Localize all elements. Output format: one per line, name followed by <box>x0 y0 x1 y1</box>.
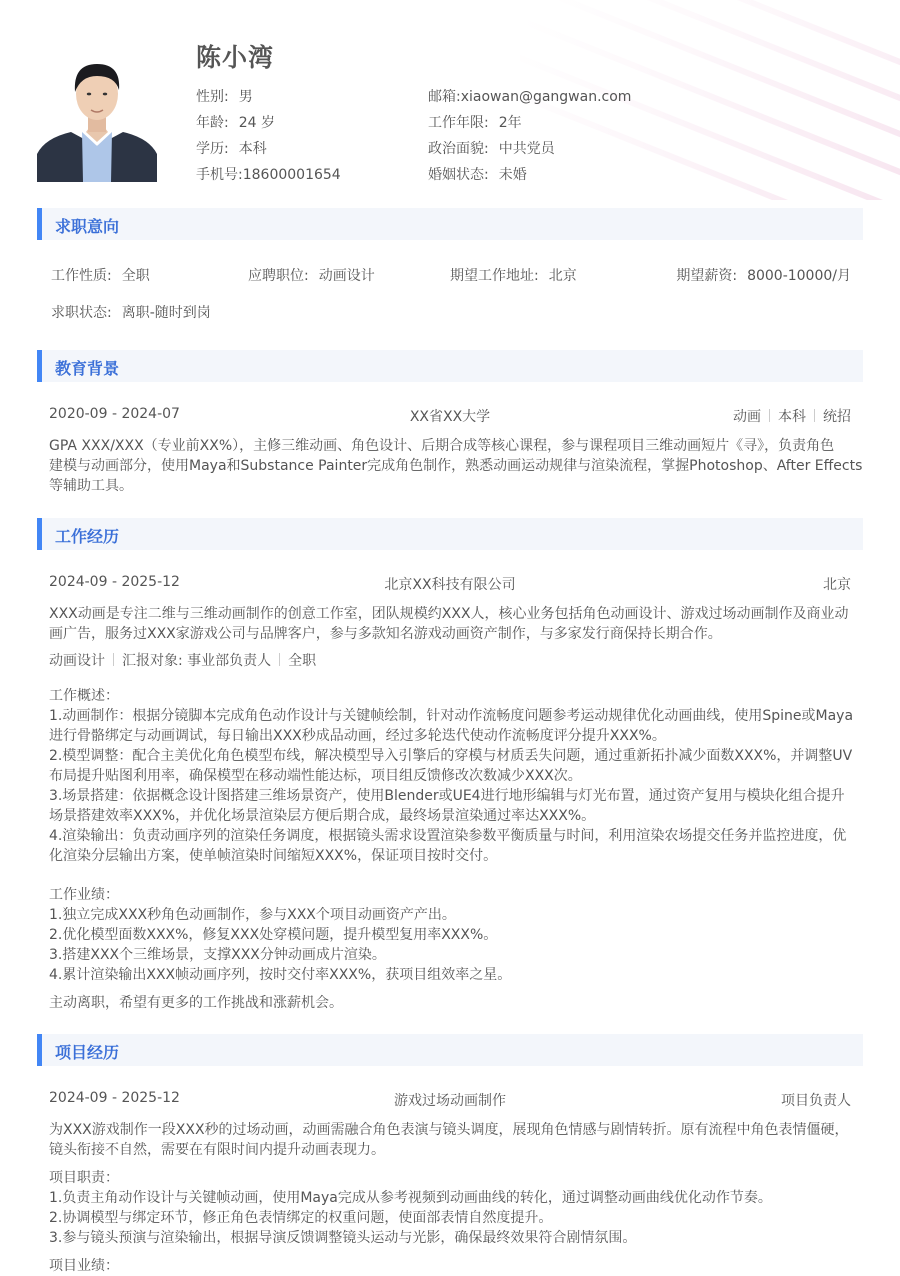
work-header-row <box>49 574 851 594</box>
project-intro: 为XXX游戏制作一段XXX秒的过场动画，动画需融合角色表演与镜头调度，展现角色情感与剧情转折。原有流程中角色表情僵硬， 镜头衔接不自然，需要在有限时间内提升动画表现力。 <box>49 1122 849 1158</box>
work-achievements: 工作业绩： 1.独立完成XXX秒角色动画制作，参与XXX个项目动画资产产出。 2.优化模型面数XXX%，修复XXX处穿模问题，提升模型复用率XXX%。 3.搭建XXX个三维场景，支撑XXX分钟动画成片渲染。 4.累计渲染输出XXX帧动画序列，按时交付率XXX%，获项目组效率之星。 <box>49 887 512 983</box>
info-education: 学历: 本科 <box>196 141 267 157</box>
section-title: 教育背景 <box>55 359 120 378</box>
education-tags: 动画 本科 统招 <box>733 409 851 425</box>
intent-job-type: 工作性质: 全职 <box>51 268 150 284</box>
work-leave-reason: 主动离职，希望有更多的工作挑战和涨薪机会。 <box>49 995 343 1011</box>
section-title: 工作经历 <box>55 527 120 546</box>
section-title: 求职意向 <box>55 217 120 236</box>
info-political: 政治面貌: 中共党员 <box>428 141 555 157</box>
section-intent <box>37 208 863 240</box>
section-accent-bar <box>37 208 42 240</box>
project-results-label: 项目业绩： <box>49 1258 119 1274</box>
info-years: 工作年限: 2年 <box>428 115 522 131</box>
info-email: 邮箱:xiaowan@gangwan.com <box>428 89 632 105</box>
project-header-row <box>49 1090 851 1110</box>
project-date: 2024-09 - 2025-12 <box>49 1090 180 1106</box>
education-school: XX省XX大学 <box>409 409 491 425</box>
work-summary: 工作概述： 1.动画制作：根据分镜脚本完成角色动作设计与关键帧绘制，针对动作流畅度问题参考运动规律优化动画曲线，使用Spine或Maya 进行骨骼绑定与动画调试，每日输出XXX秒成品动画，经过多轮迭代使动作流畅度评分提升XXX%。 2.模型调整：配合主美优化角色模型布线，解决模型导入引擎后的穿模与材质丢失问题，通过重新拓扑减少面数XXX%，并调整UV 布局提升贴图利用率，确保模型在移动端性能达标，项目组反馈修改次数减少XXX次。 3.场景搭建：依据概念设计图搭建三维场景资产，使用Blender或UE4进行地形编辑与灯光布置，通过资产复用与模块化组合提升 场景搭建效率XXX%，并优化场景渲染层方便后期合成，最终场景渲染通过率达XXX%。 4.渲染输出：负责动画序列的渲染任务调度，根据镜头需求设置渲染参数平衡质量与时间，利用渲染农场提交任务并监控进度，优 化渲染分层输出方案，使单帧渲染时间缩短XXX%，保证项目按时交付。 <box>49 688 854 864</box>
work-company-intro: XXX动画是专注二维与三维动画制作的创意工作室，团队规模约XXX人，核心业务包括角色动画设计、游戏过场动画制作及商业动 画广告，服务过XXX家游戏公司与品牌客户，参与多款知名游戏动画资产制作，与多家发行商保持长期合作。 <box>49 606 849 642</box>
section-work <box>37 518 863 550</box>
project-duties: 项目职责： 1.负责主角动作设计与关键帧动画，使用Maya完成从参考视频到动画曲线的转化，通过调整动画曲线优化动作节奏。 2.协调模型与绑定环节，修正角色表情绑定的权重问题，使面部表情自然度提升。 3.参与镜头预演与渲染输出，根据导演反馈调整镜头运动与光影，确保最终效果符合剧情氛围。 <box>49 1170 772 1246</box>
section-accent-bar <box>37 518 42 550</box>
education-description: GPA XXX/XXX（专业前XX%），主修三维动画、角色设计、后期合成等核心课程，参与课程项目三维动画短片《寻》，负责角色 建模与动画部分，使用Maya和Substance Painter完成角色制作，熟悉动画运动规律与渲染流程，掌握Photoshop、After Effects 等辅助工具。 <box>49 438 863 494</box>
work-city: 北京 <box>823 577 851 593</box>
info-marital: 婚姻状态: 未婚 <box>428 167 527 183</box>
education-header-row <box>49 406 851 426</box>
candidate-name: 陈小湾 <box>196 43 275 72</box>
info-gender: 性别: 男 <box>196 89 253 105</box>
intent-status: 求职状态: 离职-随时到岗 <box>51 305 211 321</box>
intent-position: 应聘职位: 动画设计 <box>248 268 375 284</box>
project-role: 项目负责人 <box>781 1093 851 1109</box>
section-project <box>37 1034 863 1066</box>
section-accent-bar <box>37 350 42 382</box>
info-age: 年龄: 24 岁 <box>196 115 275 131</box>
work-date: 2024-09 - 2025-12 <box>49 574 180 590</box>
education-date: 2020-09 - 2024-07 <box>49 406 180 422</box>
work-tags: 动画设计 汇报对象: 事业部负责人 全职 <box>49 653 317 669</box>
intent-location: 期望工作地址: 北京 <box>450 268 577 284</box>
info-phone: 手机号:18600001654 <box>196 167 341 183</box>
section-accent-bar <box>37 1034 42 1066</box>
project-name: 游戏过场动画制作 <box>394 1093 506 1109</box>
work-company: 北京XX科技有限公司 <box>384 577 516 593</box>
section-title: 项目经历 <box>55 1043 120 1062</box>
section-education <box>37 350 863 382</box>
intent-salary: 期望薪资: 8000-10000/月 <box>676 268 851 284</box>
profile-photo <box>37 42 157 182</box>
